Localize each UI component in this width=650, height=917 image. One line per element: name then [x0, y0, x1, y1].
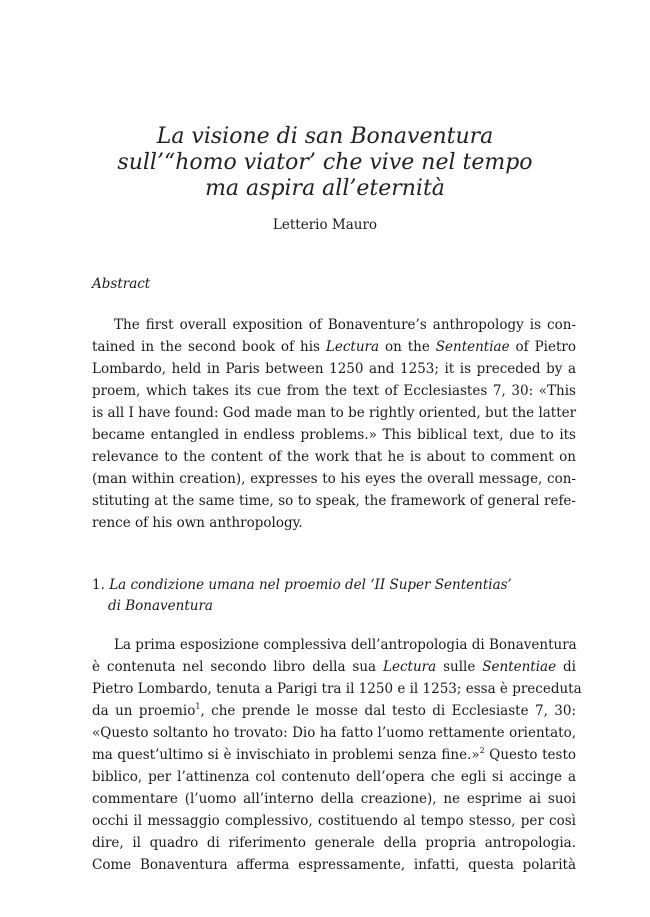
abstract-line: The first overall exposition of Bonaventure’s anthropology is con- [114, 317, 576, 333]
body-line: è contenuta nel secondo libro della sua Lectura sulle Sententiae di [92, 659, 576, 675]
body-line: commentare (l’uomo all’interno della creazione), ne esprime ai suoi [92, 791, 576, 807]
abstract-line: Lombardo, held in Paris between 1250 and 1253; it is preceded by a [92, 361, 576, 377]
body-line: da un proemio$^1$, che prende le mosse dal testo di Ecclesiaste 7, 30: [92, 702, 576, 719]
body-line: ma quest’ultimo si è invischiato in problemi senza fine.»$^2$ Questo testo [92, 746, 576, 763]
title-line: sull’“homo viator’ che vive nel tempo [117, 150, 533, 175]
abstract-line: relevance to the content of the work that he is about to comment on [92, 449, 576, 465]
author-name: Letterio Mauro [272, 217, 378, 233]
body-line: biblico, per l’attinenza col contenuto dell’opera che egli si accinge a [92, 769, 576, 785]
body-line: «Questo soltanto ho trovato: Dio ha fatto l’uomo rettamente orientato, [92, 725, 576, 741]
body-line: Pietro Lombardo, tenuta a Parigi tra il 1250 e il 1253; essa è preceduta [92, 681, 582, 697]
abstract-line: became entangled in endless problems.» This biblical text, due to its [92, 427, 576, 443]
body-line: dire, il quadro di riferimento generale della propria antropologia. [92, 835, 576, 851]
abstract-line: stituting at the same time, so to speak, the framework of general refe- [92, 493, 576, 509]
abstract-line: proem, which takes its cue from the text of Ecclesiastes 7, 30: «This [92, 383, 576, 399]
section-heading [92, 577, 512, 593]
abstract-line: tained in the second book of his Lectura on the Sententiae of Pietro [92, 339, 576, 355]
body-line: La prima esposizione complessiva dell’antropologia di Bonaventura [114, 637, 577, 653]
section-title-continued: di Bonaventura [108, 598, 213, 614]
section-title: La condizione umana nel proemio del ‘II Super Sententias’ [109, 577, 512, 593]
title-line: La visione di san Bonaventura [156, 124, 494, 149]
body-line: Come Bonaventura afferma espressamente, infatti, questa polarità [92, 857, 576, 873]
title-line: ma aspira all’eternità [205, 176, 445, 201]
abstract-line: rence of his own anthropology. [92, 515, 303, 531]
abstract-heading: Abstract [92, 276, 151, 292]
section-number: 1. [92, 577, 105, 593]
abstract-line: (man within creation), expresses to his eyes the overall message, con- [92, 471, 576, 487]
article-title [60, 124, 590, 202]
section-heading-continued [108, 598, 213, 614]
body-line: occhi il messaggio complessivo, costituendo al tempo stesso, per così [92, 813, 576, 829]
abstract-line: is all I have found: God made man to be rightly oriented, but the latter [92, 405, 577, 421]
